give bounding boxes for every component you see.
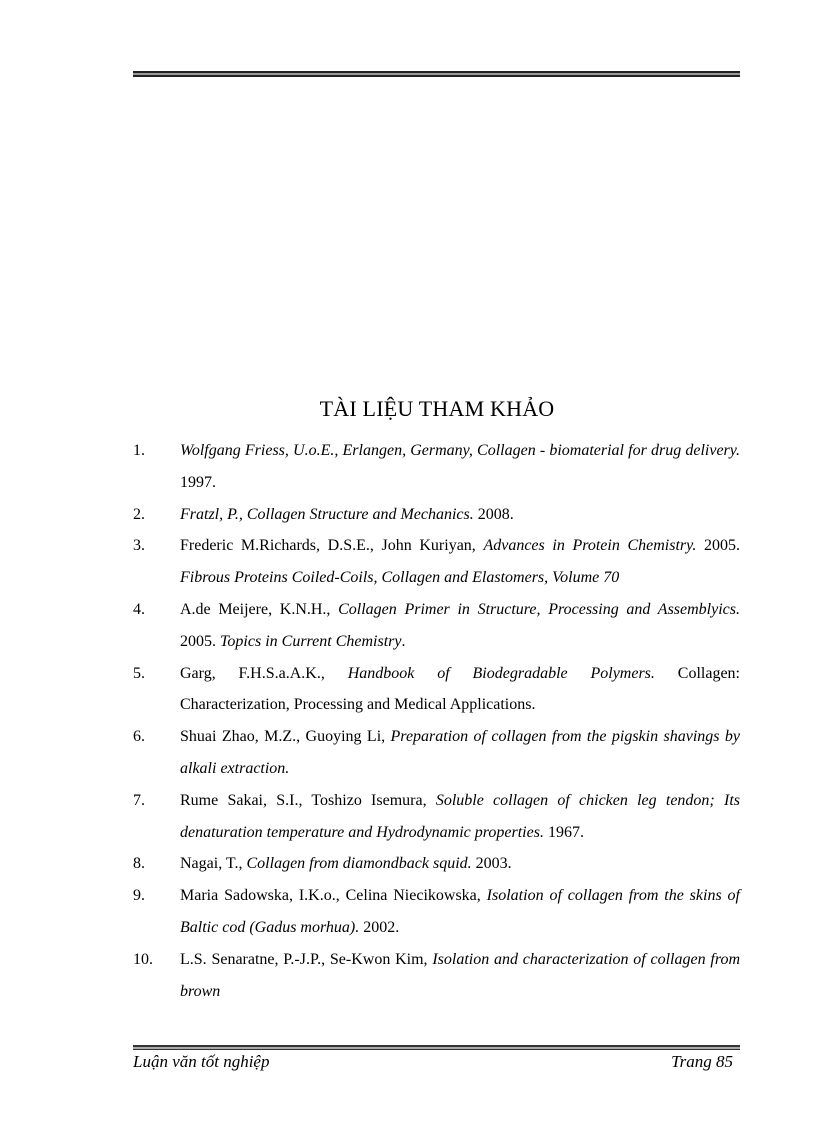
reference-item xyxy=(133,880,740,944)
reference-text: 2005. xyxy=(180,632,220,650)
footer-rule xyxy=(133,1045,740,1050)
reference-item xyxy=(133,658,740,722)
reference-text: Garg, F.H.S.a.A.K., xyxy=(180,664,348,682)
page-title: TÀI LIỆU THAM KHẢO xyxy=(319,396,555,421)
reference-title-text: Topics in Current Chemistry xyxy=(220,632,402,650)
reference-text: Shuai Zhao, M.Z., Guoying Li, xyxy=(180,728,391,746)
reference-title-text: Isolation of collagen from the skins of Baltic cod (Gadus morhua). xyxy=(180,887,741,936)
reference-number: 8. xyxy=(133,855,145,873)
reference-text: . xyxy=(401,632,406,650)
reference-item xyxy=(133,499,740,531)
reference-text: Rume Sakai, S.I., Toshizo Isemura, xyxy=(180,791,436,809)
reference-text: 2003. xyxy=(471,855,512,873)
reference-number: 1. xyxy=(133,442,145,459)
reference-title-text: Soluble collagen of chicken leg tendon; Its denaturation temperature and Hydrodynamic properties. xyxy=(180,791,740,841)
reference-number: 5. xyxy=(133,664,145,682)
header-rule xyxy=(133,71,740,77)
reference-title-text: Fibrous Proteins Coiled-Coils, Collagen and Elastomers, Volume 70 xyxy=(180,569,620,587)
reference-number: 10. xyxy=(133,950,153,968)
reference-item xyxy=(133,785,740,849)
reference-title-text: Wolfgang Friess, U.o.E., Erlangen, Germany, Collagen - biomaterial for drug delivery. xyxy=(180,442,740,459)
reference-number: 2. xyxy=(133,505,145,523)
reference-text: 1997. xyxy=(180,473,216,491)
reference-item xyxy=(133,848,740,880)
reference-item xyxy=(133,530,740,594)
reference-title-text: Fratzl, P., Collagen Structure and Mechanics. xyxy=(180,505,474,523)
reference-text: 2002. xyxy=(359,918,400,936)
reference-text: L.S. Senaratne, P.-J.P., Se-Kwon Kim, xyxy=(180,950,433,968)
reference-title-text: Handbook of Biodegradable Polymers. xyxy=(347,664,655,682)
page-footer xyxy=(133,1052,733,1072)
footer-thesis-label: Luận văn tốt nghiệp xyxy=(133,1052,270,1071)
reference-number: 7. xyxy=(133,791,145,809)
reference-text: Maria Sadowska, I.K.o., Celina Niecikowska, xyxy=(180,887,487,905)
reference-text: 2008. xyxy=(473,505,514,523)
reference-text: Frederic M.Richards, D.S.E., John Kuriyan, xyxy=(180,537,484,555)
reference-title-text: Collagen from diamondback squid. xyxy=(246,855,472,873)
reference-text: 2005. xyxy=(696,537,741,555)
reference-number: 6. xyxy=(133,728,145,746)
reference-item xyxy=(133,435,740,499)
reference-title-text: Isolation and characterization of collagen from brown xyxy=(180,950,741,1000)
reference-title-text: Collagen Primer in Structure, Processing and Assemblyics. xyxy=(338,600,740,618)
reference-item xyxy=(133,721,740,785)
reference-number: 9. xyxy=(133,887,145,905)
reference-text: Collagen: Characterization, Processing and Medical Applications. xyxy=(180,664,740,714)
reference-item xyxy=(133,594,740,658)
footer-page-number: Trang 85 xyxy=(671,1052,733,1071)
reference-title-text: Advances in Protein Chemistry. xyxy=(483,537,697,555)
reference-number: 3. xyxy=(133,537,145,555)
reference-number: 4. xyxy=(133,600,145,618)
reference-list xyxy=(133,435,740,1007)
reference-text: Nagai, T., xyxy=(180,855,247,873)
reference-item xyxy=(133,944,740,1008)
reference-text: A.de Meijere, K.N.H., xyxy=(180,600,339,618)
reference-title-text: Preparation of collagen from the pigskin shavings by alkali extraction. xyxy=(180,728,740,777)
reference-text: 1967. xyxy=(543,823,584,841)
